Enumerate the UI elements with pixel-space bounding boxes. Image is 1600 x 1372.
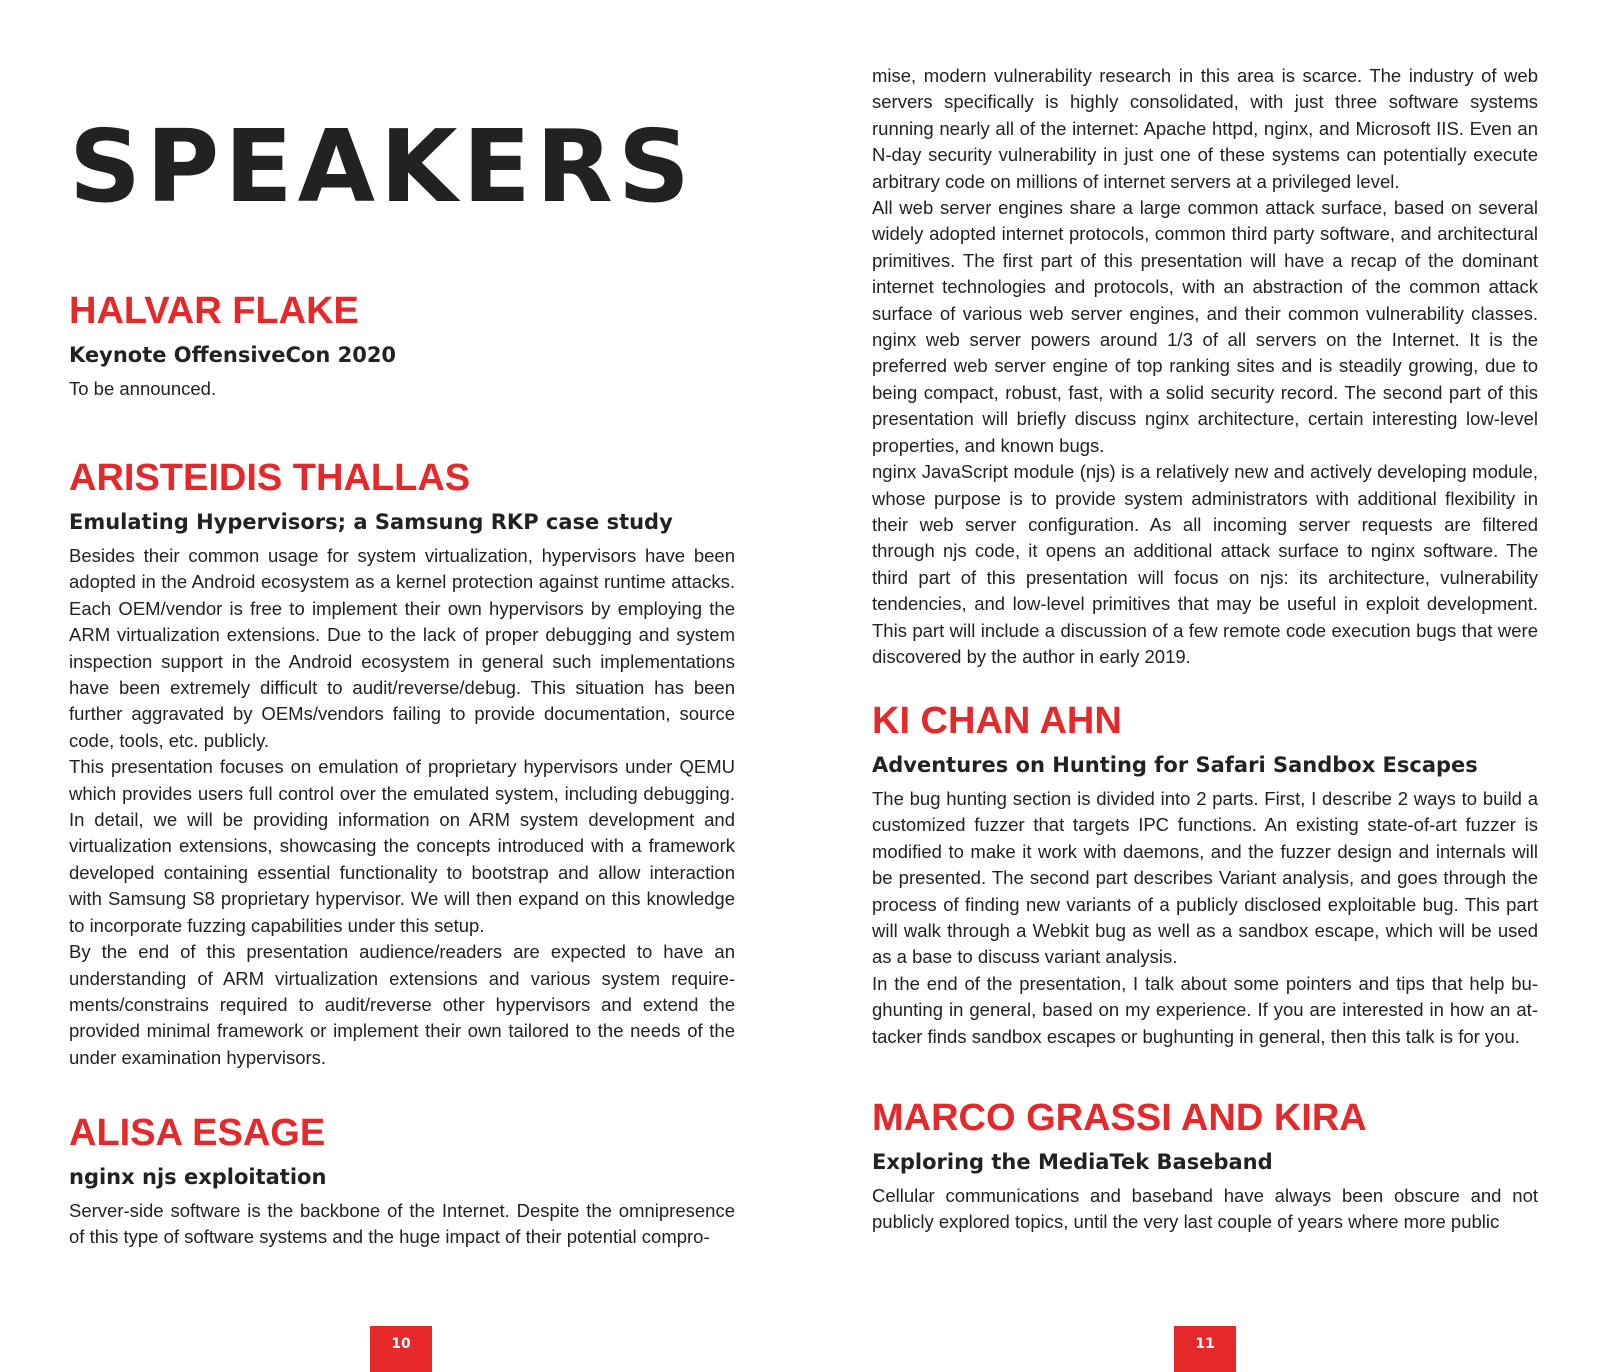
right-page: [872, 0, 1538, 1372]
abstract-paragraph: All web server engines share a large common attack surface, based on several widely adopted internet protocols, common third party software, and architectural primitives. The first part of this presentation will have a recap of the dominant internet technologies and protocols, with an abstraction of the common attack surface of various web server engines, and their common vulnerability classes. nginx web server powers around 1/3 of all servers on the Internet. It is the preferred web server engine of top ranking sites and is steadily growing, due to being compact, robust, fast, with a solid security record. The second part of this presentation will briefly discuss nginx architecture, certain interesting low-level properties, and known bugs.: [872, 197, 1538, 456]
page-number-badge: 10: [370, 1326, 432, 1372]
talk-title: Keynote OffensiveCon 2020: [69, 343, 397, 367]
speaker-alisa-esage: [69, 1112, 735, 1251]
talk-abstract: [69, 543, 735, 1071]
abstract-paragraph: Cellular communications and baseband have always been obscure and not publicly explored topics, until the very last couple of years where more public: [872, 1185, 1538, 1233]
abstract-paragraph: In the end of the presentation, I talk about some pointers and tips that help bughunting in general, based on my experience. If you are interested in how an attacker finds sandbox escapes or bughunting in general, then this talk is for you.: [872, 972, 1538, 1047]
abstract-paragraph: nginx JavaScript module (njs) is a relatively new and actively developing module, whose purpose is to provide system administrators with additional flexibility in their web server configuration. As all incoming server requests are filtered through njs code, it opens an additional attack surface to nginx software. The third part of this presentation will focus on njs: its architecture, vulnerability tendencies, and low-level primitives that may be useful in exploit development. This part will include a discussion of a few remote code execution bugs that were discovered by the author in early 2019.: [872, 461, 1538, 667]
talk-abstract: [872, 786, 1538, 1050]
abstract-paragraph: By the end of this presentation audience/readers are expected to have an understanding of ARM virtualization extensions and various system requirements/constrains required to audit/reverse other hypervisors and extend the provided minimal framework or implement their own tailored to the needs of the under examination hypervisors.: [69, 941, 735, 1068]
abstract-paragraph: Server-side software is the backbone of the Internet. Despite the omnipresence of this type of software systems and the huge impact of their potential compro-: [69, 1200, 735, 1248]
talk-abstract: [872, 1183, 1538, 1236]
talk-title: Adventures on Hunting for Safari Sandbox Escapes: [872, 753, 1478, 777]
left-page: [69, 0, 735, 1372]
speaker-name: MARCO GRASSI AND KIRA: [872, 1097, 1367, 1139]
abstract-paragraph: Besides their common usage for system virtualization, hypervisors have been adopted in the Android ecosystem as a kernel protection against runtime attacks. Each OEM/vendor is free to implement their own hypervisors by employing the ARM virtualization extensions. Due to the lack of proper debugging and system inspection support in the Android ecosystem in general such implementations have been extremely difficult to audit/reverse/debug. This situation has been further aggravated by OEMs/vendors failing to provide documentation, source code, tools, etc. publicly.: [69, 545, 735, 751]
speaker-aristeidis-thallas: [69, 457, 735, 1071]
abstract-paragraph: mise, modern vulnerability research in this area is scarce. The industry of web servers specifically is highly consolidated, with just three software systems running nearly all of the internet: Apache httpd, nginx, and Microsoft IIS. Even an N-day security vulnerability in just one of these systems can potentially execute arbitrary code on millions of internet servers at a privileged level.: [872, 65, 1538, 192]
speaker-name: KI CHAN AHN: [872, 700, 1122, 742]
talk-abstract: [69, 1198, 735, 1251]
talk-abstract: [69, 376, 735, 402]
abstract-paragraph: This presentation focuses on emulation of proprietary hypervisors under QEMU which provides users full control over the emulated system, including debugging. In detail, we will be providing information on ARM system development and virtualization extensions, showcasing the concepts introduced with a framework developed containing essential functionality to bootstrap and allow interaction with Samsung S8 proprietary hypervisor. We will then expand on this knowledge to incorporate fuzzing capabilities under this setup.: [69, 756, 735, 936]
page-title: SPEAKERS: [69, 108, 695, 225]
speaker-name: ALISA ESAGE: [69, 1112, 326, 1154]
talk-title: Exploring the MediaTek Baseband: [872, 1150, 1273, 1174]
talk-title: nginx njs exploitation: [69, 1165, 327, 1189]
page-number-badge: 11: [1174, 1326, 1236, 1372]
abstract-paragraph: The bug hunting section is divided into 2 parts. First, I describe 2 ways to build a customized fuzzer that targets IPC functions. An existing state-of-art fuzzer is modified to make it work with daemons, and the fuzzer design and internals will be presented. The second part describes Variant analysis, and goes through the process of finding new variants of a publicly disclosed exploitable bug. This part will walk through a Webkit bug as well as a sandbox escape, which will be used as a base to discuss variant analysis.: [872, 788, 1538, 968]
speaker-name: ARISTEIDIS THALLAS: [69, 457, 471, 499]
abstract-paragraph: To be announced.: [69, 378, 217, 399]
speaker-name: HALVAR FLAKE: [69, 290, 359, 332]
abstract-continuation: [872, 63, 1538, 670]
speaker-halvar-flake: [69, 290, 735, 402]
speaker-marco-grassi-and-kira: [872, 1097, 1538, 1236]
speaker-ki-chan-ahn: [872, 700, 1538, 1050]
talk-title: Emulating Hypervisors; a Samsung RKP case study: [69, 510, 673, 534]
